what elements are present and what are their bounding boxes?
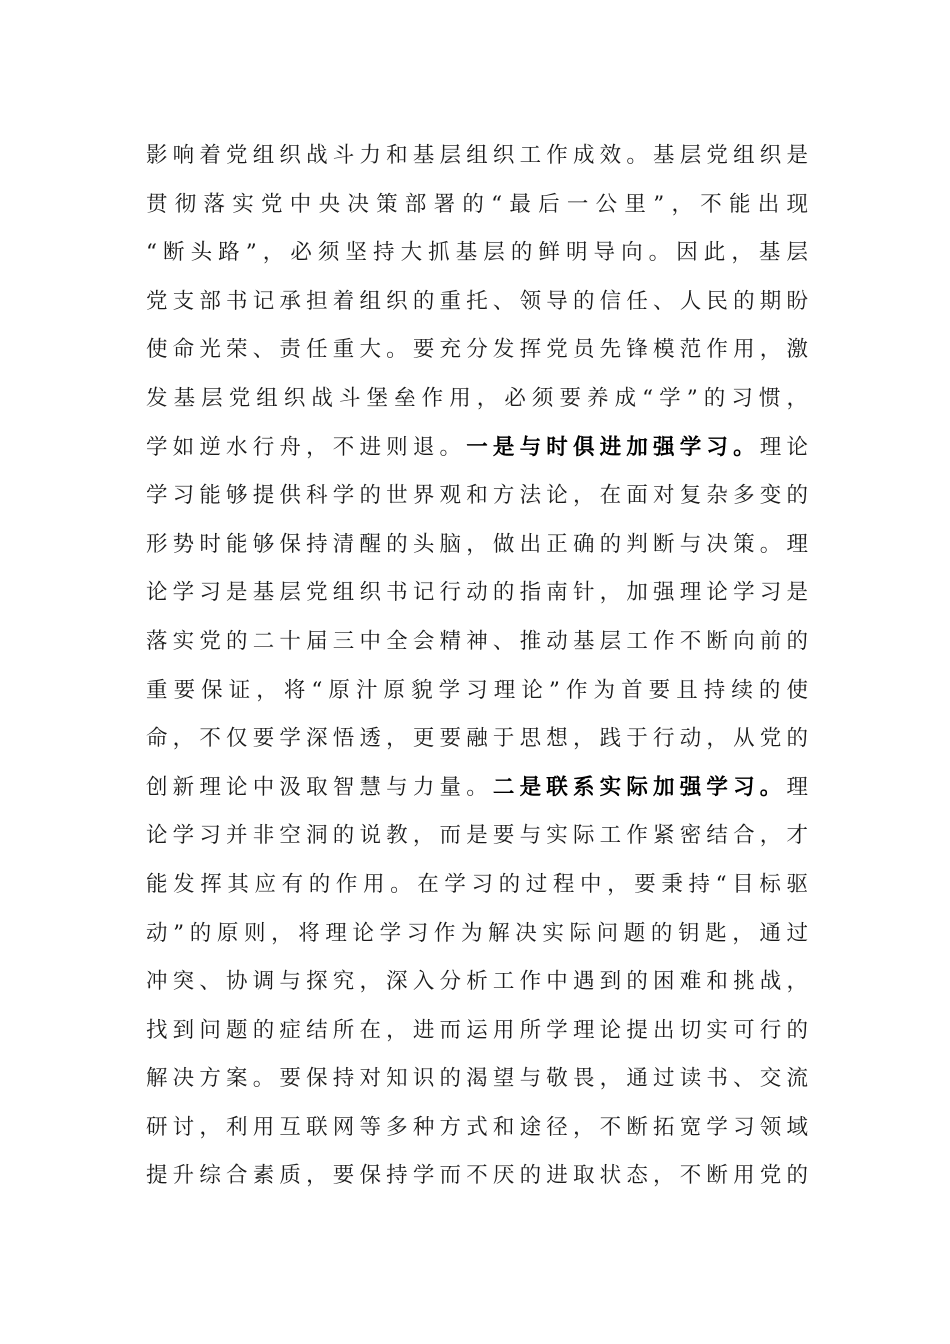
paragraph-text: 贯彻落实党中央决策部署的“最后一公里”，不能出现 <box>146 191 808 217</box>
text-line <box>146 958 808 1007</box>
paragraph-text: 理论 <box>759 434 808 460</box>
text-line <box>146 1104 808 1153</box>
paragraph-text: 创新理论中汲取智慧与力量。 <box>146 774 493 800</box>
paragraph-text: 党支部书记承担着组织的重托、领导的信任、人民的期盼 <box>146 288 808 314</box>
text-line <box>146 1007 808 1056</box>
text-line <box>146 472 808 521</box>
text-line <box>146 229 808 278</box>
paragraph-text: 论学习是基层党组织书记行动的指南针，加强理论学习是 <box>146 580 808 606</box>
paragraph-text: 使命光荣、责任重大。要充分发挥党员先锋模范作用，激 <box>146 337 808 363</box>
text-line <box>146 132 808 181</box>
paragraph-text: 学如逆水行舟，不进则退。 <box>146 434 467 460</box>
paragraph-text: 落实党的二十届三中全会精神、推动基层工作不断向前的 <box>146 628 808 654</box>
text-line <box>146 326 808 375</box>
text-line <box>146 521 808 570</box>
paragraph-text: 提升综合素质，要保持学而不厌的进取状态，不断用党的 <box>146 1163 808 1189</box>
text-line <box>146 861 808 910</box>
paragraph-text: 理 <box>786 774 808 800</box>
text-line <box>146 812 808 861</box>
paragraph-text: 研讨，利用互联网等多种方式和途径，不断拓宽学习领域 <box>146 1114 808 1140</box>
text-line <box>146 569 808 618</box>
text-line <box>146 667 808 716</box>
text-line <box>146 1055 808 1104</box>
paragraph-text: 命，不仅要学深悟透，更要融于思想，践于行动，从党的 <box>146 726 808 752</box>
paragraph-text: 解决方案。要保持对知识的渴望与敬畏，通过读书、交流 <box>146 1066 808 1092</box>
text-line <box>146 424 808 473</box>
text-line <box>146 278 808 327</box>
paragraph-text: 找到问题的症结所在，进而运用所学理论提出切实可行的 <box>146 1017 808 1043</box>
text-line <box>146 764 808 813</box>
text-line <box>146 375 808 424</box>
paragraph-text: “断头路”，必须坚持大抓基层的鲜明导向。因此，基层 <box>146 240 808 266</box>
paragraph-text: 能发挥其应有的作用。在学习的过程中，要秉持“目标驱 <box>146 871 808 897</box>
paragraph-text: 动”的原则，将理论学习作为解决实际问题的钥匙，通过 <box>146 920 808 946</box>
text-line <box>146 1152 808 1201</box>
paragraph-text: 影响着党组织战斗力和基层组织工作成效。基层党组织是 <box>146 143 808 168</box>
bold-heading-text: 一是与时俱进加强学习。 <box>466 434 760 460</box>
text-line <box>146 715 808 764</box>
body-text <box>146 132 808 1201</box>
text-line <box>146 910 808 959</box>
bold-heading-text: 二是联系实际加强学习。 <box>492 774 787 800</box>
paragraph-text: 形势时能够保持清醒的头脑，做出正确的判断与决策。理 <box>146 531 808 557</box>
text-line <box>146 618 808 667</box>
text-line <box>146 181 808 230</box>
paragraph-text: 重要保证，将“原汁原貌学习理论”作为首要且持续的使 <box>146 677 808 703</box>
paragraph-text: 学习能够提供科学的世界观和方法论，在面对复杂多变的 <box>146 483 808 509</box>
paragraph-text: 冲突、协调与探究，深入分析工作中遇到的困难和挑战， <box>146 969 808 995</box>
paragraph-text: 发基层党组织战斗堡垒作用，必须要养成“学”的习惯， <box>146 385 808 411</box>
paragraph-text: 论学习并非空洞的说教，而是要与实际工作紧密结合，才 <box>146 823 808 849</box>
